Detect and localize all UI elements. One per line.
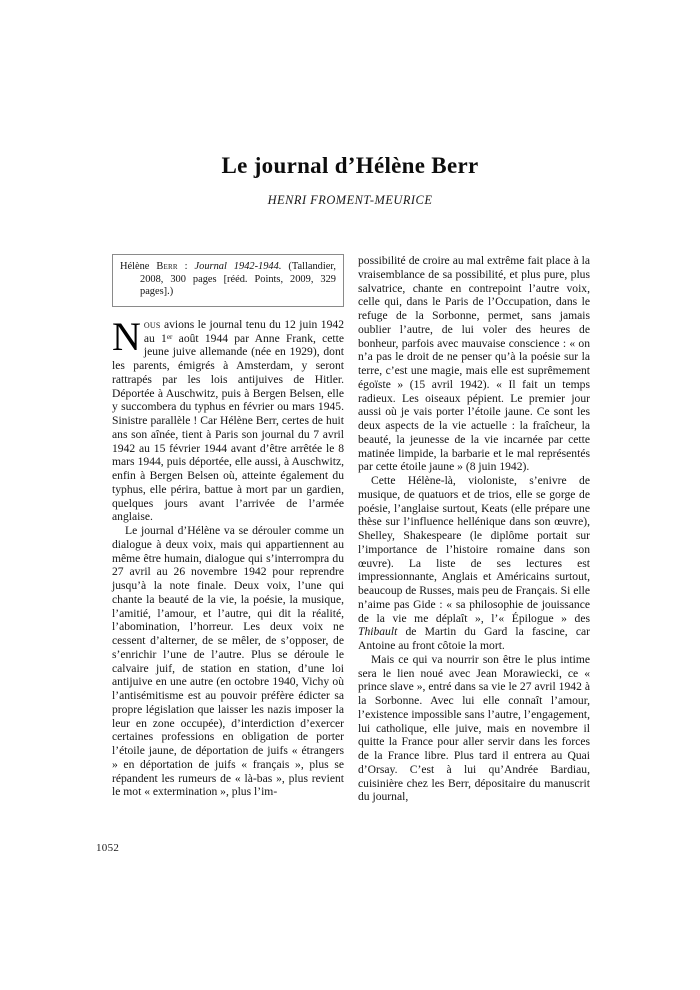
paragraph-right-3: Mais ce qui va nourrir son être le plus intime sera le lien noué avec Jean Morawiecki, ce « prince slave », entré dans sa vie le 27 avril 1942 à la Sorbonne. Avec lui elle connaît l’amour, l’existence impossible sans l’autre, l’engagement, lui catholique, elle juive, mais en novembre il quitte la France pour aller servir dans les forces de la France libre. Plus tard il entrera au Quai d’Orsay. C’est à lui qu’Andrée Bardiau, cuisinière chez les Berr, dépositaire du manuscrit du journal, <box>358 652 590 804</box>
article-author: HENRI FROMENT-MEURICE <box>267 193 433 207</box>
citation-author-surname: Berr <box>156 261 178 272</box>
opening-text-part2: août 1944 par Anne Frank, cette jeune juive allemande (née en 1929), dont les parents, émigrés à Amsterdam, y seront rattrapés par les lois antijuives de Hitler. Déportée à Auschwitz, puis à Bergen Belsen, elle y succombera du typhus en février ou mars 1945. Sinistre parallèle ! Car Hélène Berr, certes de huit ans son aînée, tient à Paris son journal du 7 avril 1942 au 15 février 1944 avant d’être arrêtée le 8 mars 1944, puis déportée, elle aussi, à Auschwitz, enfin à Bergen Belsen où, atteinte également du typhus, elle périra, battue à mort par un gardien, quelques jours avant l’arrivée de l’armée anglaise. <box>112 331 344 524</box>
paragraph-left-2: Le journal d’Hélène va se dérouler comme un dialogue à deux voix, mais qui appartiennent au même être humain, dialogue qui s’interrompra du 27 avril au 26 novembre 1942 pour reprendre jusqu’à la note finale. Deux voix, l’une qui chante la beauté de la vie, la poésie, la musique, l’amitié, l’amour, et l’autre, qui dit la réalité, l’abomination, l’horreur. Les deux voix ne cessent d’alterner, de se mêler, de s’opposer, de s’enrichir l’une de l’autre. Plus se déroule le calvaire juif, de station en station, d’une loi antijuive en une autre (en octobre 1940, Vichy où l’antisémitisme est au pouvoir préfère édicter sa propre législation que laisser les nazis imposer la leur en zone occupée), d’interdiction d’exercer certaines professions en obligation de porter l’étoile jaune, de déportation de juifs « étrangers » en déportation de juifs « français », plus se répandent les rumeurs de « là-bas », plus revient le mot « extermination », plus l’im- <box>112 524 344 799</box>
ordinal-suffix: er <box>166 332 173 341</box>
column-right <box>358 254 590 804</box>
paragraph-opening <box>112 313 344 524</box>
opening-text-part1: avions le journal tenu du 12 juin 1942 au 1 <box>143 317 344 345</box>
citation-box <box>112 254 344 307</box>
page-title: Le journal d’Hélène Berr <box>221 153 479 179</box>
citation-publication: (Tallandier, 2008, 300 pages [rééd. Points, 2009, 329 pages].) <box>140 261 336 298</box>
paragraph-right-2-part1: Cette Hélène-là, violoniste, s’enivre de musique, de quatuors et de trios, elle se gorge de poésie, l’anglaise surtout, Keats (elle prépare une thèse sur l’influence hellénique dans son œuvre), Shelley, Shakespeare (le diplôme portait sur l’importance de l’histoire romaine dans son œuvre). La liste de ses lectures est impressionnante, Anglais et Américains surtout, beaucoup de Russes, mais peu de Français. Si elle n’aime pas Gide : « sa philosophie de jouissance de la vie me déplaît », l’« Épilogue » des <box>358 474 590 625</box>
book-title-thibault: Thibault <box>358 625 398 639</box>
page-number: 1052 <box>96 842 120 854</box>
opening-smallcaps: ous <box>143 317 161 331</box>
paragraph-right-1: possibilité de croire au mal extrême fait place à la vraisemblance de sa possibilité, et plus pure, plus salvatrice, chante en contrepoint l’autre voix, celle qui, dans le Paris de l’Occupation, dans le refuge de la Sorbonne, permet, sans jamais oublier l’autre, de lui voler des heures de bonheur, parfois avec mauvaise conscience : « on n’a pas le droit de ne penser qu’à la poésie sur la terre, c’est une magie, mais elle est suprêmement égoïste » (15 avril 1942). « Il fait un temps radieux. Les oiseaux pépient. Le premier jour aussi où je vais porter l’étoile jaune. Ce sont les deux aspects de la vie actuelle : la fraîcheur, la beauté, la jeunesse de la vie incarnée par cette matinée limpide, la barbarie et le mal représentés par cette étoile jaune » (8 juin 1942). <box>358 254 590 474</box>
citation-text <box>120 261 336 299</box>
paragraph-right-2 <box>358 474 590 653</box>
column-left <box>112 254 344 799</box>
paragraph-right-2-part2: de Martin du Gard la fascine, car Antoine au front côtoie la mort. <box>358 625 590 652</box>
drop-cap-letter: N <box>112 313 141 359</box>
citation-separator: : <box>177 261 195 272</box>
citation-work-title: Journal 1942-1944. <box>194 261 282 272</box>
citation-author-firstname: Hélène <box>120 261 157 272</box>
